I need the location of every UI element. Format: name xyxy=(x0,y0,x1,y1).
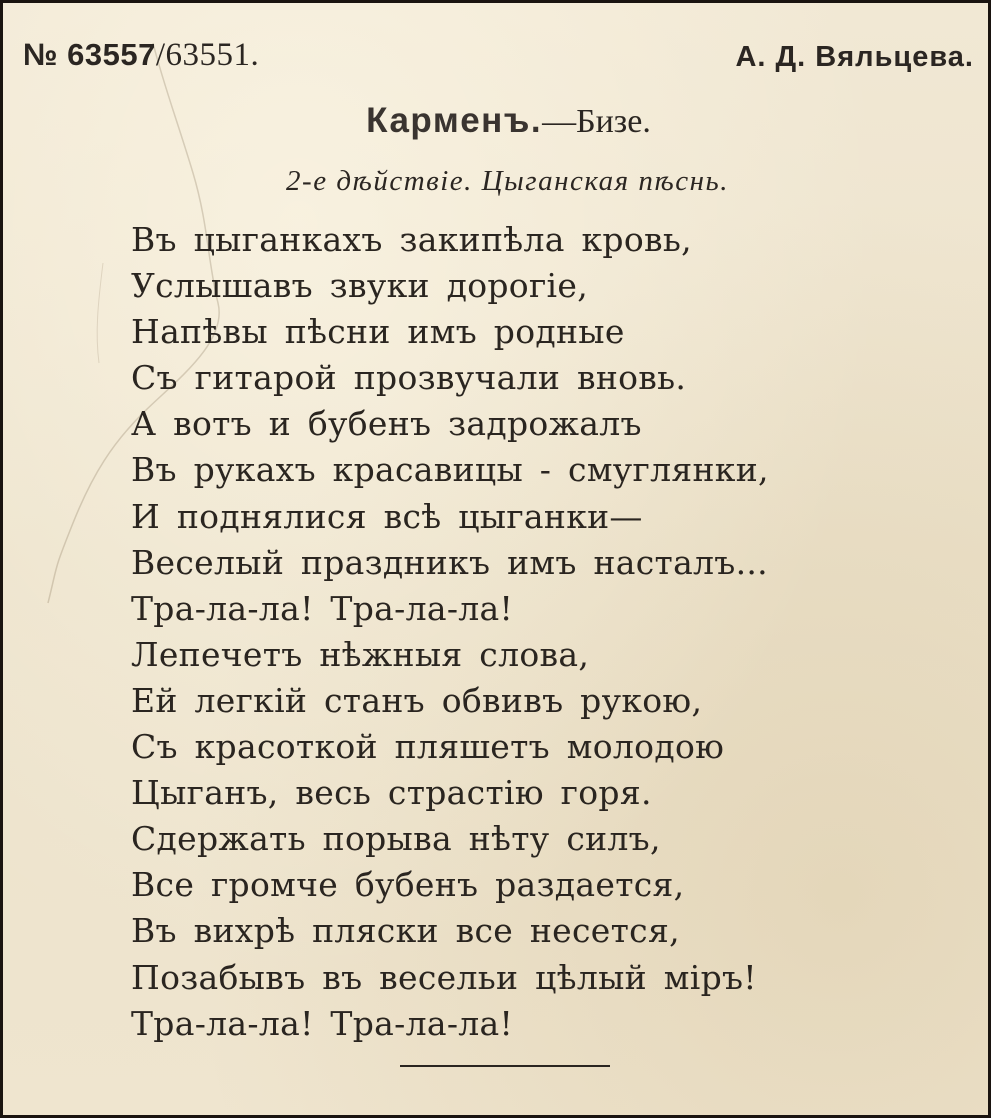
song-title: Карменъ. xyxy=(366,101,543,140)
lyric-line: Съ красоткой пляшетъ молодою xyxy=(131,727,725,767)
lyric-line: Въ вихрѣ пляски все несется, xyxy=(131,911,680,951)
lyric-line: Въ цыганкахъ закипѣла кровь, xyxy=(131,220,692,259)
composer-name: —Бизе. xyxy=(542,103,651,140)
end-divider xyxy=(400,1065,610,1067)
lyrics-list xyxy=(131,217,769,1047)
lyric-line: И поднялися всѣ цыганки— xyxy=(131,496,643,536)
record-number xyxy=(23,37,259,74)
performer-name: А. Д. Вяльцева. xyxy=(735,41,974,73)
title-line xyxy=(3,101,991,141)
lyric-line: Все громче бубенъ раздается, xyxy=(131,865,685,905)
record-number-alt: /63551. xyxy=(155,37,260,73)
record-number-main: № 63557 xyxy=(23,37,156,72)
lyric-line: Лепечетъ нѣжныя слова, xyxy=(131,634,590,674)
lyric-line: Веселый праздникъ имъ насталъ... xyxy=(131,542,768,582)
lyric-line: Тра-ла-ла! Тра-ла-ла! xyxy=(131,1003,514,1043)
lyric-line: Съ гитарой прозвучали вновь. xyxy=(131,358,687,398)
song-subtitle: 2-е дѣйствіе. Цыганская пѣснь. xyxy=(286,165,729,197)
lyric-line: А вотъ и бубенъ задрожалъ xyxy=(131,404,642,444)
lyric-line: Въ рукахъ красавицы - смуглянки, xyxy=(131,450,769,490)
lyric-line: Сдержать порыва нѣту силъ, xyxy=(131,819,661,859)
lyric-line: Цыганъ, весь страстію горя. xyxy=(131,773,652,813)
lyric-line: Ей легкій станъ обвивъ рукою, xyxy=(131,680,703,720)
lyric-line: Услышавъ звуки дорогіе, xyxy=(131,266,589,306)
lyric-line: Позабывъ въ весельи цѣлый міръ! xyxy=(131,957,757,997)
lyric-line: Напѣвы пѣсни имъ родные xyxy=(131,312,625,352)
lyric-line: Тра-ла-ла! Тра-ла-ла! xyxy=(131,588,514,628)
